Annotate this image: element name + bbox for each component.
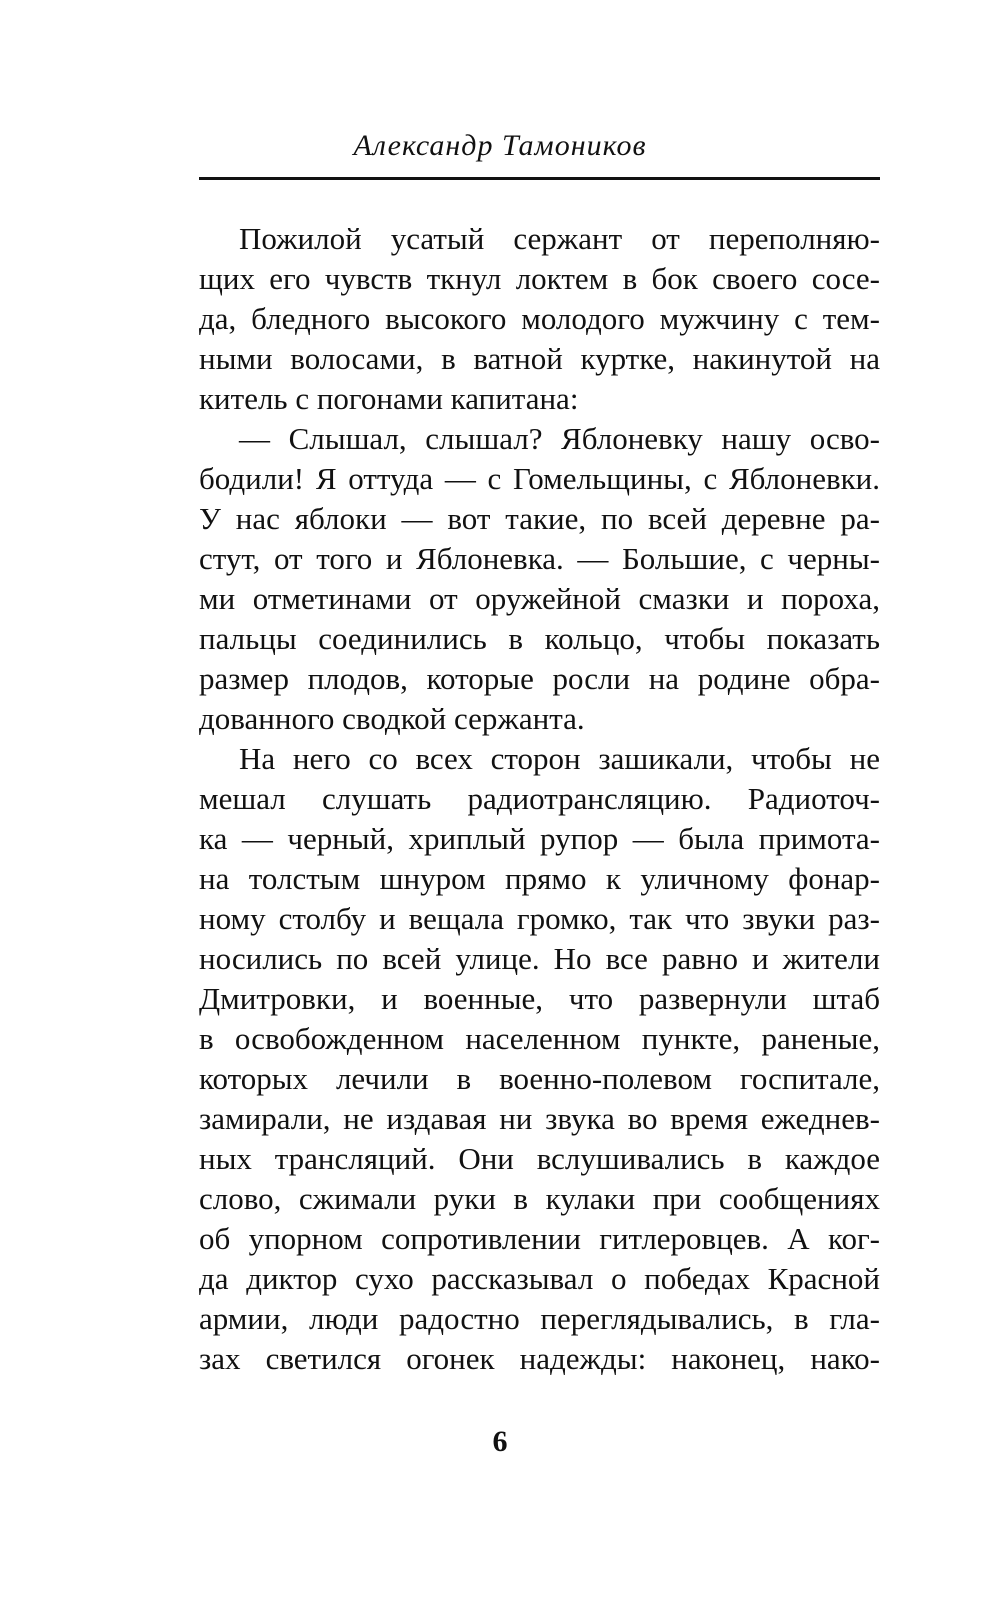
page-number: 6 <box>492 1425 508 1458</box>
body-text <box>199 219 880 1379</box>
text-line: зах светился огонек надежды: наконец, нако- <box>199 1341 880 1376</box>
text-line: армии, люди радостно переглядывались, в гла- <box>199 1301 880 1336</box>
text-line: которых лечили в военно-полевом госпитале, <box>199 1061 880 1096</box>
text-line: бодили! Я оттуда — с Гомельщины, с Яблоневки. <box>199 461 880 496</box>
text-line: стут, от того и Яблоневка. — Большие, с черны- <box>199 541 880 576</box>
text-line: дованного сводкой сержанта. <box>199 701 585 736</box>
text-line: ными волосами, в ватной куртке, накинутой на <box>199 341 880 376</box>
text-line: ных трансляций. Они вслушивались в каждое <box>199 1141 880 1176</box>
text-line: пальцы соединились в кольцо, чтобы показать <box>199 621 880 656</box>
text-line: ному столбу и вещала громко, так что звуки раз- <box>199 901 880 936</box>
text-line: На него со всех сторон зашикали, чтобы не <box>239 741 880 776</box>
text-line: размер плодов, которые росли на родине обра- <box>199 661 880 696</box>
text-line: Пожилой усатый сержант от переполняю- <box>239 221 880 256</box>
text-line: да, бледного высокого молодого мужчину с тем- <box>199 301 880 336</box>
text-line: носились по всей улице. Но все равно и жители <box>199 941 880 976</box>
text-line: да диктор сухо рассказывал о победах Красной <box>199 1261 880 1296</box>
text-line: на толстым шнуром прямо к уличному фонар- <box>199 861 880 896</box>
running-head-author: Александр Тамоников <box>353 129 647 162</box>
text-line: У нас яблоки — вот такие, по всей деревне ра- <box>199 501 880 536</box>
text-line: слово, сжимали руки в кулаки при сообщениях <box>199 1181 880 1216</box>
text-line: в освобожденном населенном пункте, раненые, <box>199 1021 880 1056</box>
text-line: щих его чувств ткнул локтем в бок своего сосе- <box>199 261 880 296</box>
text-line: замирали, не издавая ни звука во время ежеднев- <box>199 1101 880 1136</box>
text-line: об упорном сопротивлении гитлеровцев. А ког- <box>199 1221 880 1256</box>
header-rule <box>199 177 880 180</box>
text-line: — Слышал, слышал? Яблоневку нашу осво- <box>239 421 880 456</box>
text-line: ка — черный, хриплый рупор — была примота- <box>199 821 880 856</box>
text-line: ми отметинами от оружейной смазки и пороха, <box>199 581 880 616</box>
text-line: Дмитровки, и военные, что развернули штаб <box>199 981 880 1016</box>
text-line: китель с погонами капитана: <box>199 381 579 416</box>
text-line: мешал слушать радиотрансляцию. Радиоточ- <box>199 781 880 816</box>
